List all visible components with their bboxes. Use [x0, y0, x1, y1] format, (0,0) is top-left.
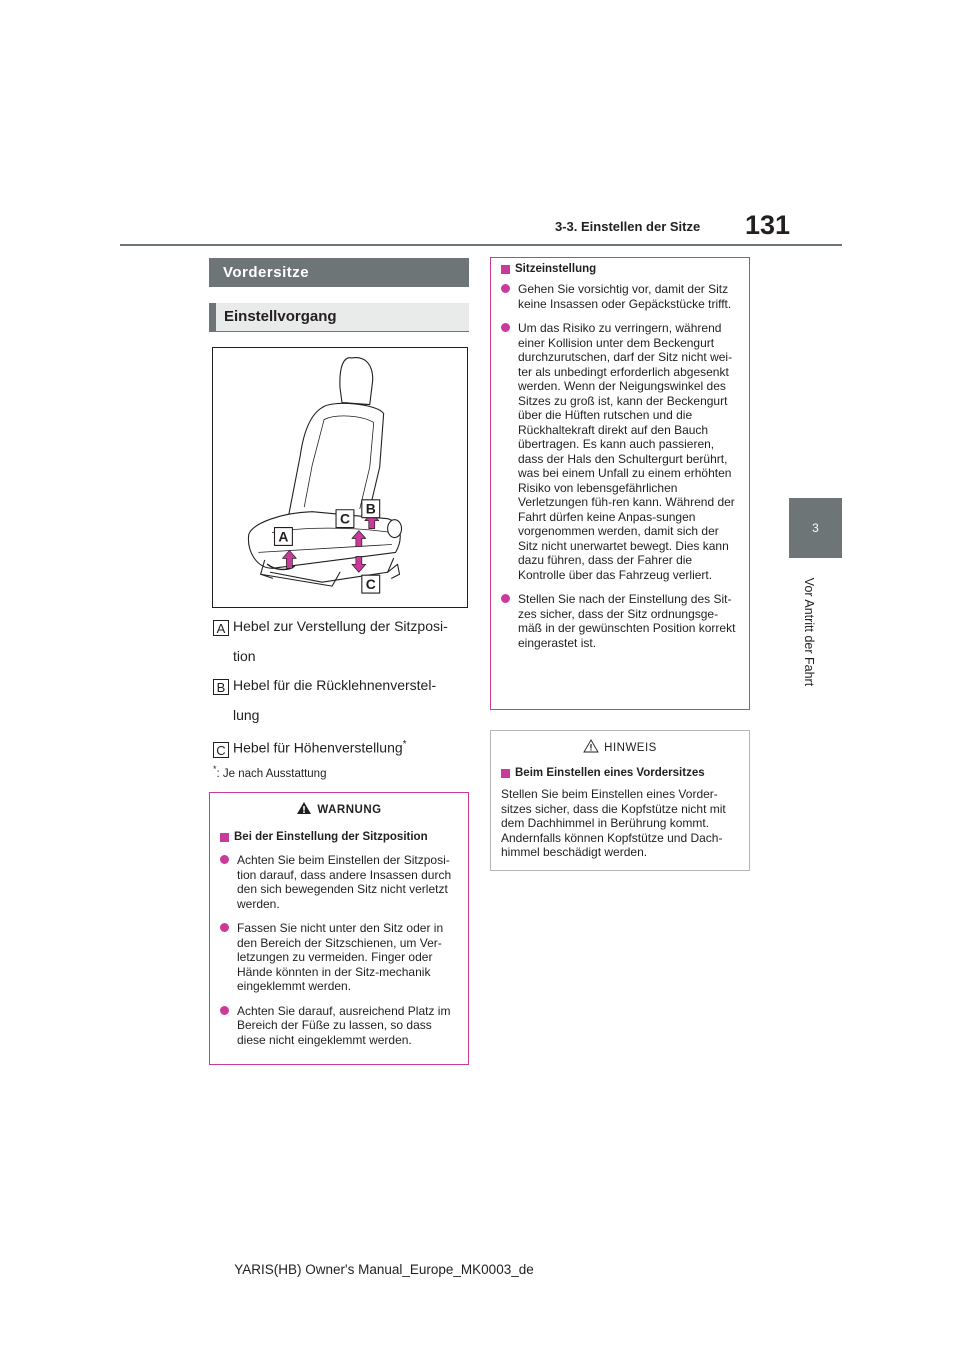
warning-bullet: Fassen Sie nicht unter den Sitz oder in den Bereich der Sitzschienen, um Ver-letzungen zu vermeiden. Finger oder Hände könnten in der Sitz-mechanik eingeklemmt werden.	[220, 921, 458, 994]
callout-b: B	[365, 500, 376, 517]
legend-letter: C	[213, 742, 229, 758]
warning-bullet: Achten Sie darauf, ausreichend Platz im Bereich der Füße zu lassen, so dass diese nicht eingeklemmt werden.	[220, 1004, 458, 1048]
warning-bullet: Um das Risiko zu verringern, während einer Kollision unter dem Beckengurt durchzurutschen, darf der Sitz nicht wei-ter als unbedingt erforderlich abgesenkt werden. Wenn der Neigungswinkel des Sitzes zu groß ist, kann der Beckengurt über die Hüften rutschen und die Rückhaltekraft direkt auf den Bauch übertragen. Es kann auch passieren, dass der Hals den Schultergurt berührt, was bei einem Unfall zu einem erhöhten Risiko von lebensgefährlichen Verletzungen füh-ren kann. Während der Fahrt dürfen keine Anpas-sungen vorgenommen werden, damit sich der Sitz nicht unerwartet bewegt. Dies kann dazu führen, dass der Fahrer die Kontrolle über das Fahrzeug verliert.	[501, 321, 739, 582]
legend-item-c: C Hebel für Höhenverstellung*	[213, 736, 407, 758]
warning-bullet: Achten Sie beim Einstellen der Sitzposi-tion darauf, dass andere Insassen durch den sich bewegenden Sitz nicht verletzt werden.	[220, 853, 458, 911]
page-number: 131	[745, 210, 791, 240]
caution-icon	[583, 739, 599, 753]
chapter-tab[interactable]: 3	[789, 498, 842, 558]
warning-heading: Bei der Einstellung der Sitzposition	[220, 831, 458, 843]
section-title: Vordersitze	[209, 258, 469, 287]
chapter-label: Vor Antritt der Fahrt	[802, 577, 816, 687]
footnote: *: Je nach Ausstattung	[213, 764, 327, 780]
callout-c-lower: C	[365, 576, 376, 593]
legend-item-b: B Hebel für die Rücklehnenverstel-	[213, 676, 436, 695]
note-heading: Beim Einstellen eines Vordersitzes	[501, 767, 739, 779]
callout-a: A	[278, 528, 289, 545]
warning-title: WARNUNG	[220, 801, 458, 816]
legend-letter: B	[213, 679, 229, 695]
callout-c-upper: C	[339, 510, 350, 527]
warning-bullet: Stellen Sie nach der Einstellung des Sit-zes sicher, dass der Sitz ordnungsge-mäß in der gewünschten Position korrekt eingerastet ist.	[501, 592, 739, 650]
warning-box-continued	[490, 257, 750, 710]
footer: YARIS(HB) Owner's Manual_Europe_MK0003_de	[234, 1262, 534, 1277]
legend-item-a: A Hebel zur Verstellung der Sitzposi-	[213, 617, 448, 636]
note-box	[490, 730, 750, 871]
warning-heading: Sitzeinstellung	[501, 263, 739, 275]
note-title: HINWEIS	[501, 739, 739, 754]
note-text: Stellen Sie beim Einstellen eines Vorder-sitzes sicher, dass die Kopfstütze nicht mit dem Dachhimmel in Berührung kommt. Andernfalls können Kopfstütze und Dach-himmel beschädigt werden.	[501, 787, 726, 859]
header-rule	[120, 244, 842, 246]
section-reference: 3-3. Einstellen der Sitze	[555, 219, 701, 234]
legend-item-a-cont: tion	[233, 648, 256, 664]
subsection-title: Einstellvorgang	[209, 303, 469, 332]
warning-bullet: Gehen Sie vorsichtig vor, damit der Sitz keine Insassen oder Gepäckstücke trifft.	[501, 282, 739, 311]
legend-letter: A	[213, 620, 229, 636]
warning-box	[209, 792, 469, 1065]
seat-illustration	[212, 347, 468, 608]
legend-item-b-cont: lung	[233, 707, 260, 723]
warning-icon	[296, 801, 312, 815]
